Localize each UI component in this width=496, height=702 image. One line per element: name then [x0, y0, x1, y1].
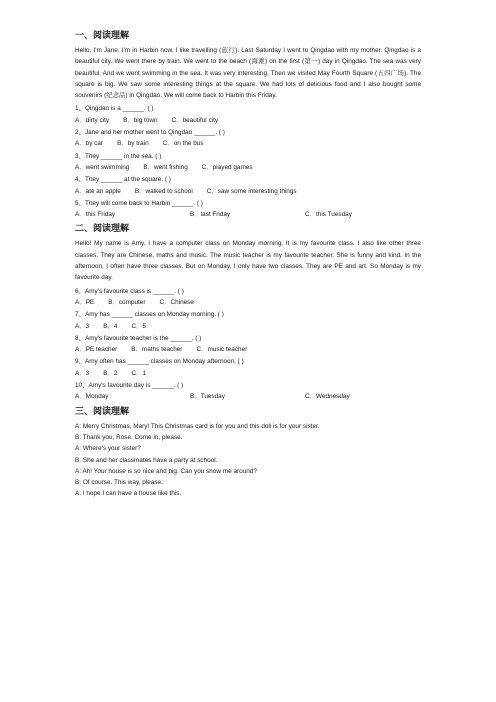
- option-b: B．by train: [117, 140, 149, 148]
- section-2: [75, 223, 421, 402]
- question-9: 9、Amy often has ______ classes on Monday afternoon. ( ): [75, 358, 244, 366]
- option-a: A．PE: [75, 298, 95, 306]
- option-b: B．Tuesday: [190, 393, 225, 401]
- dialogue-line: B: Thank you, Rose. Come in, please.: [75, 433, 183, 441]
- option-c: C．music teacher: [196, 346, 248, 354]
- option-a: A．went swimming: [75, 163, 130, 171]
- option-c: C．1: [131, 369, 146, 377]
- section-1-passage: Hello, I'm Jane. I'm in Harbin now. I like travelling (旅行). Last Saturday I went to Qingdao with my mother. Qingdao is a beautiful city. We went there by train. We went to the beach (海滩) on the first (第一) day in Qingdao. The sea was very beautiful. And we went swimming in the sea. It was very interesting. Then we visited May Fourth Square (五四广场). The square is big. We saw some interesting things at the square. We had lots of delicious food and I also bought some souvenirs (纪念品) in Qingdao. We will come back to Harbin this Friday.: [75, 47, 421, 100]
- option-c: C．beautiful city: [171, 116, 219, 124]
- dialogue-line: A: Where's your sister?: [75, 445, 141, 453]
- option-a: A．dirty city: [75, 116, 110, 124]
- section-1: [75, 30, 421, 220]
- question-10-options: [75, 391, 421, 402]
- option-a: A．ate an apple: [75, 187, 121, 195]
- question-10: 10、Amy's favourite day is ______. ( ): [75, 382, 184, 390]
- option-b: B．computer: [108, 298, 146, 306]
- option-c: C．saw some interesting things: [206, 187, 297, 195]
- dialogue-line: B: Of course. This way, please.: [75, 479, 163, 487]
- question-1-options: [75, 115, 421, 126]
- option-b: B．big town: [123, 116, 158, 124]
- section-2-passage: Hello! My name is Amy. I have a computer class on Monday morning. It is my favourite class. I also like other three classes. They are Chinese, maths and music. The music teacher is my favourite teacher. She is funny and kind. In the afternoon, I often have three classes. But on Monday, I only have two classes. They are PE and art. So Monday is my favourite day.: [75, 240, 421, 282]
- option-c: C．5: [131, 322, 146, 330]
- option-c: C．on the bus: [162, 140, 204, 148]
- option-b: B．4: [103, 322, 118, 330]
- question-1: 1、Qingdao is a ______. ( ): [75, 105, 154, 113]
- question-5: 5、They will come back to Harbin ______. ( ): [75, 199, 203, 207]
- option-c: C．Chinese: [159, 298, 194, 306]
- question-8: 8、Amy's favourite teacher is the ______. ( ): [75, 334, 202, 342]
- question-2-options: [75, 138, 421, 149]
- option-c: C．Wednesday: [305, 393, 350, 401]
- section-3-title: 三、阅读理解: [75, 406, 130, 417]
- question-3: 3、They ______ in the sea. ( ): [75, 152, 162, 160]
- dialogue-line: B: She and her classmates have a party at school.: [75, 456, 218, 464]
- option-b: B．maths teacher: [131, 346, 183, 354]
- option-a: A．3: [75, 322, 90, 330]
- option-a: A．3: [75, 369, 90, 377]
- question-3-options: [75, 162, 421, 173]
- option-c: C．played games: [201, 163, 253, 171]
- option-a: A．PE teacher: [75, 346, 118, 354]
- question-2: 2、Jane and her mother went to Qingdao ______. ( ): [75, 129, 225, 137]
- option-b: B．walked to school: [134, 187, 193, 195]
- question-4-options: [75, 186, 421, 197]
- section-1-title: 一、阅读理解: [75, 31, 130, 41]
- question-8-options: [75, 344, 421, 355]
- section-3: [75, 406, 421, 500]
- question-7-options: [75, 321, 421, 332]
- option-c: C．this Tuesday: [305, 211, 352, 219]
- option-a: A．Monday: [75, 393, 109, 401]
- question-5-options: [75, 209, 421, 220]
- question-7: 7、Amy has ______ classes on Monday morning. ( ): [75, 311, 224, 319]
- option-a: A．by car: [75, 140, 104, 148]
- option-b: B．last Friday: [190, 211, 231, 219]
- option-b: B．went fishing: [143, 163, 188, 171]
- dialogue-line: A: I hope I can have a house like this.: [75, 490, 182, 498]
- question-4: 4、They ______ at the square. ( ): [75, 176, 171, 184]
- option-a: A．this Friday: [75, 211, 116, 219]
- dialogue-line: A: Merry Christmas, Mary! This Christmas card is for you and this doll is for your sister.: [75, 422, 320, 430]
- section-2-title: 二、阅读理解: [75, 224, 130, 235]
- option-b: B．2: [103, 369, 118, 377]
- question-9-options: [75, 368, 421, 379]
- question-6-options: [75, 297, 421, 308]
- dialogue-line: A: Ah! Your house is so nice and big. Can you show me around?: [75, 467, 257, 475]
- question-6: 6、Amy's favourite class is ______. ( ): [75, 287, 184, 295]
